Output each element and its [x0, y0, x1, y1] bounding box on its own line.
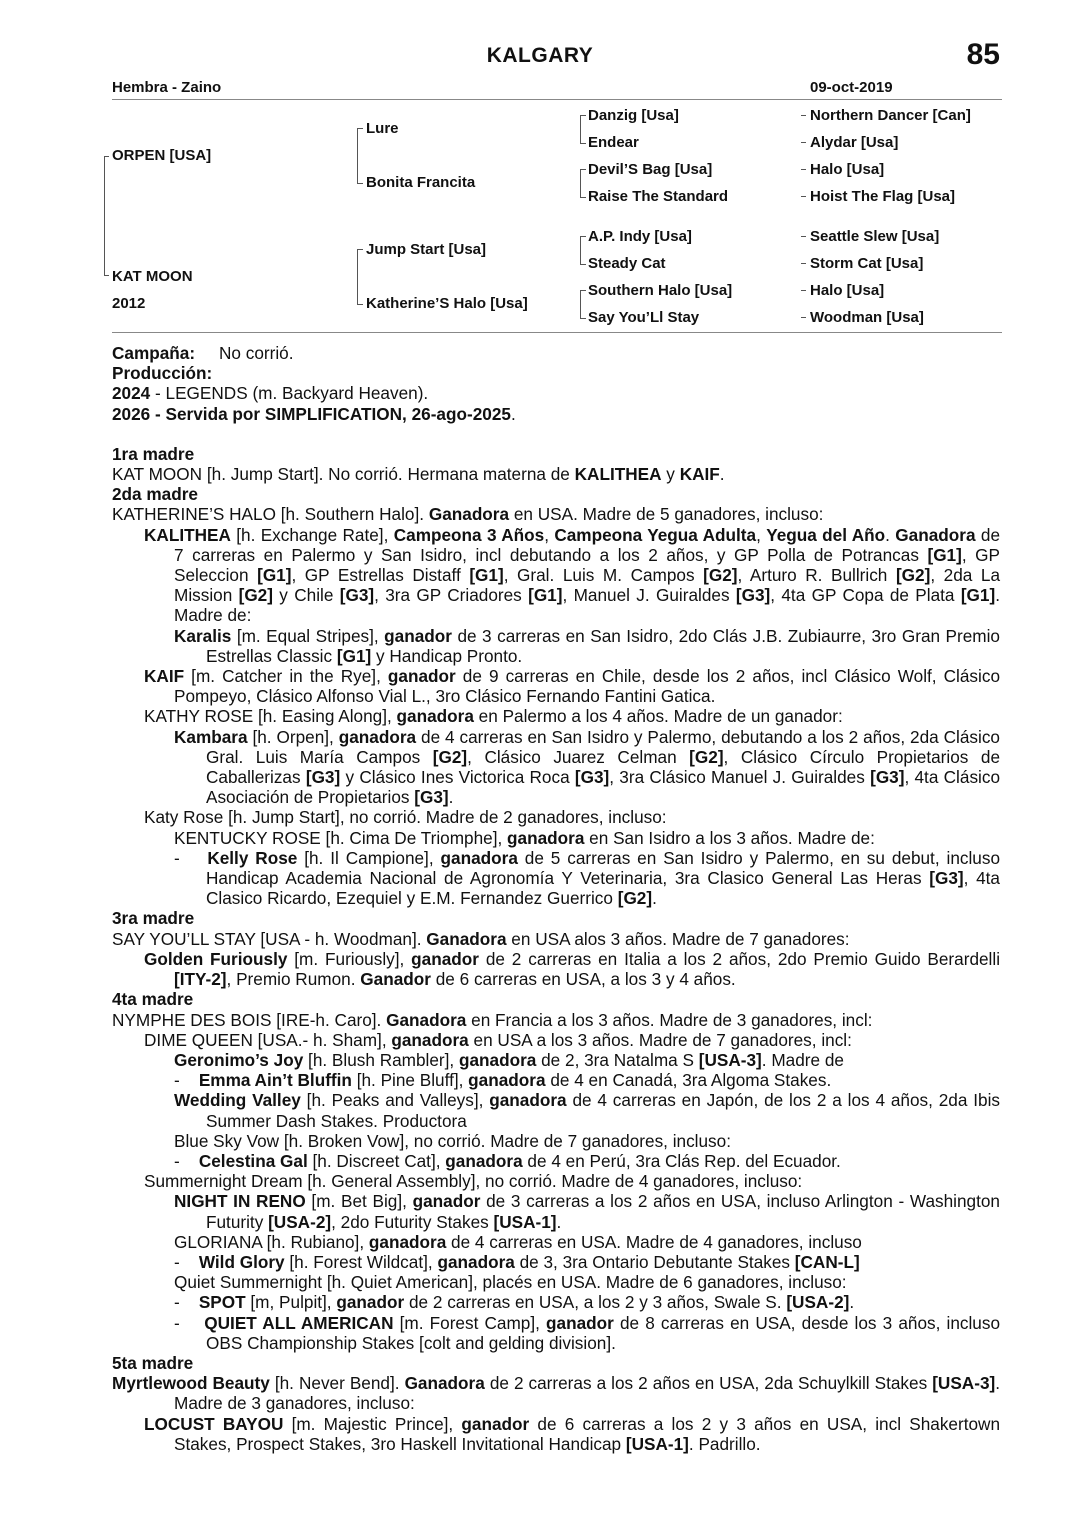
text-run: y — [661, 464, 680, 485]
offspring-entry — [112, 1313, 1000, 1353]
sex-color: Hembra - Zaino — [112, 79, 222, 96]
text-run: , 2da La Mission — [174, 565, 1001, 606]
bold-text-run: [G3] — [929, 868, 964, 889]
text-run: [m. Furiously], — [287, 948, 412, 969]
bold-text-run: ganadora — [396, 706, 474, 727]
bold-text-run: Karalis — [174, 625, 232, 646]
text-run: . Madre de — [761, 1049, 844, 1070]
offspring-entry — [112, 1030, 1000, 1050]
gen2-name: Jump Start [Usa] — [366, 241, 487, 258]
offspring-entry — [112, 1414, 1000, 1454]
bold-text-run: ganadora — [507, 827, 585, 848]
bold-text-run: Ganador — [360, 969, 431, 990]
bold-text-run: ganador — [387, 666, 456, 687]
production-year: 2024 — [112, 383, 151, 404]
text-run: - — [174, 1312, 186, 1333]
text-run: y Handicap Pronto. — [371, 645, 523, 666]
bold-text-run: [USA-1] — [625, 1433, 689, 1454]
text-run: KATHERINE’S HALO [h. Southern Halo]. — [112, 504, 429, 525]
bold-text-run: Yegua del Año — [766, 524, 886, 545]
text-run: de 3 carreras en San Isidro, 2do Clás J.B. Zubiaurre, 3ro Gran Premio Estrellas Classic — [206, 625, 1000, 666]
text-run: de 8 carreras en USA, desde los 3 años, incluso OBS Championship Stakes [colt and gelding division]. — [206, 1312, 1001, 1353]
production-label: Producción: — [112, 363, 213, 384]
production-year: 2026 — [112, 403, 151, 424]
pedigree-bottom-rule — [112, 332, 1002, 333]
bold-text-run: [USA-2] — [268, 1211, 332, 1232]
bold-text-run: ganador — [461, 1413, 530, 1434]
dam-paragraph — [112, 464, 1000, 484]
offspring-entry — [112, 848, 1000, 909]
text-run: [h. Pine Bluff], — [351, 1070, 469, 1091]
gen3-name: Southern Halo [Usa] — [588, 282, 733, 299]
text-run: de 5 carreras en San Isidro y Palermo, en su debut, incluso Handicap Academia Nacional de Agronomía Y Veterinaria, 3ra Clasico General Las Heras — [206, 847, 1001, 889]
pedigree-dash — [801, 142, 806, 143]
bold-text-run: KALITHEA — [574, 464, 662, 485]
offspring-entry — [112, 727, 1000, 808]
bold-text-run: Emma Ain’t Bluffin — [198, 1070, 352, 1091]
bold-text-run: [G1] — [528, 585, 563, 606]
text-run: . — [885, 524, 896, 545]
gen2-name: Katherine’S Halo [Usa] — [366, 295, 528, 312]
text-run: . — [849, 1292, 855, 1313]
bold-text-run: ganador — [546, 1312, 614, 1333]
bold-text-run: ganador — [336, 1292, 405, 1313]
text-run: de 4 carreras en USA. Madre de 4 ganadores, incluso — [446, 1231, 862, 1252]
gen4-name: Halo [Usa] — [810, 161, 885, 178]
dam-paragraph — [112, 504, 1000, 524]
campaign-line — [112, 343, 1000, 363]
bold-text-run: Campeona Yegua Adulta — [554, 524, 757, 545]
gen4-name: Halo [Usa] — [810, 282, 885, 299]
gen3-name: Raise The Standard — [588, 188, 729, 205]
pedigree-dash — [801, 317, 806, 318]
offspring-entry — [112, 1292, 1000, 1312]
bold-text-run: [USA-1] — [493, 1211, 557, 1232]
text-run: , Arturo R. Bullrich — [737, 565, 896, 586]
text-run: [m, Pulpit], — [245, 1292, 337, 1313]
text-run: de 4 carreras en San Isidro y Palermo, debutando a los 2 años, 2da Clásico Gral. Luis María Campos — [206, 726, 1000, 767]
bold-text-run: [G2] — [689, 746, 724, 767]
section-heading: 1ra madre — [112, 443, 195, 464]
bold-text-run: [USA-3] — [932, 1373, 996, 1394]
bold-text-run: KAIF — [679, 464, 720, 485]
bold-text-run: Ganadora — [895, 524, 976, 545]
text-run: , Premio Rumon. — [226, 969, 361, 990]
text-run: DIME QUEEN [USA.- h. Sham], — [144, 1029, 392, 1050]
text-run: . Padrillo. — [688, 1433, 761, 1454]
sire-name: ORPEN [USA] — [112, 147, 212, 164]
bold-text-run: Celestina Gal — [198, 1150, 308, 1171]
text-run: de 2 carreras a los 2 años en USA, 2da Schuylkill Stakes — [484, 1373, 933, 1394]
offspring-entry — [112, 1232, 1000, 1252]
dam-paragraph — [112, 929, 1000, 949]
offspring-entry — [112, 1070, 1000, 1090]
production-text: - LEGENDS (m. Backyard Heaven). — [150, 383, 429, 404]
bold-text-run: NIGHT IN RENO — [174, 1191, 306, 1212]
text-run: , Manuel J. Guiraldes — [562, 585, 736, 606]
gen4-name: Woodman [Usa] — [810, 309, 924, 326]
bold-text-run: [G1] — [469, 565, 504, 586]
pedigree-bracket — [580, 115, 586, 144]
dam-paragraph — [112, 1010, 1000, 1030]
offspring-entry — [112, 1191, 1000, 1231]
bold-text-run: ganadora — [437, 1251, 515, 1272]
bold-text-run: [G2] — [895, 565, 931, 586]
text-run: de 2, 3ra Natalma S — [536, 1049, 699, 1070]
text-run: [h. Blush Rambler], — [303, 1049, 459, 1070]
text-run: , 3ra GP Criadores — [374, 585, 529, 606]
bold-text-run: [G1] — [927, 544, 962, 565]
bold-text-run: Wedding Valley — [174, 1090, 301, 1111]
text-run: [m. Majestic Prince], — [283, 1413, 462, 1434]
text-run: NYMPHE DES BOIS [IRE-h. Caro]. — [112, 1009, 387, 1030]
dam-year: 2012 — [112, 295, 146, 312]
text-run: [h. Forest Wildcat], — [284, 1251, 438, 1272]
text-run: , 3ra Clásico Manuel J. Guiraldes — [609, 767, 871, 788]
bold-text-run: ganador — [412, 1191, 481, 1212]
text-run: [m. Bet Big], — [305, 1191, 413, 1212]
gen4-name: Alydar [Usa] — [810, 134, 899, 151]
offspring-entry: Summernight Dream [h. General Assembly], no corrió. Madre de 4 ganadores, incluso: — [144, 1171, 803, 1192]
bold-text-run: ganadora — [391, 1029, 469, 1050]
offspring-entry: Blue Sky Vow [h. Broken Vow], no corrió. Madre de 7 ganadores, incluso: — [174, 1130, 731, 1151]
bold-text-run: Campeona 3 Años — [393, 524, 545, 545]
bold-text-run: [USA-2] — [786, 1292, 850, 1313]
text-run: de 3 carreras a los 2 años en USA, incluso Arlington - Washington Futurity — [206, 1191, 1000, 1232]
text-run: [h. Il Campione], — [297, 847, 441, 868]
dam-name: KAT MOON — [112, 268, 193, 285]
bold-text-run: ganador — [384, 625, 452, 646]
text-run: [m. Equal Stripes], — [231, 625, 385, 646]
bold-text-run: Golden Furiously — [144, 948, 288, 969]
text-run: de 6 carreras a los 2 y 3 años en USA, incl Shakertown Stakes, Prospect Stakes, 3ro Haskell Invitational Handicap — [174, 1413, 1001, 1454]
gen4-name: Northern Dancer [Can] — [810, 107, 971, 124]
bold-text-run: [USA-3] — [698, 1049, 762, 1070]
pedigree-dash — [801, 169, 806, 170]
bold-text-run: LOCUST BAYOU — [144, 1413, 284, 1434]
horse-name-title: KALGARY — [486, 44, 594, 67]
bold-text-run: ganadora — [458, 1049, 537, 1070]
bold-text-run: Kambara — [174, 726, 248, 747]
text-run: [m. Forest Camp], — [393, 1312, 547, 1333]
text-run: . Madre de: — [174, 585, 1000, 626]
bold-text-run: [G3] — [574, 767, 610, 788]
text-run: , Gral. Luis M. Campos — [503, 565, 704, 586]
bold-text-run: ganadora — [445, 1150, 523, 1171]
offspring-entry — [112, 1050, 1000, 1070]
bold-text-run: ganadora — [489, 1090, 567, 1111]
text-run: y Clásico Ines Victorica Roca — [340, 767, 575, 788]
offspring-entry: Quiet Summernight [h. Quiet American], placés en USA. Madre de 6 ganadores, incluso: — [174, 1272, 847, 1293]
bold-text-run: ganadora — [368, 1231, 447, 1252]
bold-text-run: ganadora — [440, 847, 518, 868]
bold-text-run: QUIET ALL AMERICAN — [204, 1312, 394, 1333]
pedigree-bracket — [580, 169, 586, 198]
offspring-entry — [112, 626, 1000, 666]
bold-text-run: [G2] — [617, 888, 653, 909]
text-run: , GP Estrellas Distaff — [291, 565, 470, 586]
text-run: [h. Peaks and Valleys], — [300, 1090, 490, 1111]
bold-text-run: [G3] — [414, 787, 449, 808]
text-run: de 6 carreras en USA, a los 3 y 4 años. — [430, 969, 736, 990]
campaign-label: Campaña: — [112, 343, 196, 363]
pedigree-dash — [801, 236, 806, 237]
bold-text-run: KALITHEA — [144, 524, 231, 545]
bold-text-run: [G1] — [336, 645, 372, 666]
bold-text-run: Ganadora — [404, 1373, 485, 1394]
text-run: [h. Exchange Rate], — [230, 524, 394, 545]
pedigree-dash — [801, 263, 806, 264]
gen3-name: Devil’S Bag [Usa] — [588, 161, 713, 178]
gen2-name: Bonita Francita — [366, 174, 476, 191]
text-run: KATHY ROSE [h. Easing Along], — [144, 706, 397, 727]
bold-text-run: ganadora — [468, 1070, 546, 1091]
production-text: . — [510, 403, 516, 424]
bold-text-run: [CAN-L] — [794, 1251, 860, 1272]
text-run: [h. Discreet Cat], — [307, 1150, 446, 1171]
dam-paragraph — [112, 1373, 1000, 1413]
bold-text-run: Ganadora — [386, 1009, 467, 1030]
pedigree-dash — [801, 290, 806, 291]
text-run: - — [174, 1292, 185, 1313]
section-heading: 3ra madre — [112, 908, 195, 929]
text-run: . — [652, 888, 657, 909]
text-run: , — [756, 524, 767, 545]
bold-text-run: Ganadora — [428, 504, 510, 525]
bold-text-run: [G3] — [870, 767, 905, 788]
bold-text-run: [G2] — [238, 585, 273, 606]
text-run: - — [174, 847, 187, 868]
offspring-entry: Katy Rose [h. Jump Start], no corrió. Madre de 2 ganadores, incluso: — [144, 807, 667, 828]
text-run: SAY YOU’LL STAY [USA - h. Woodman]. — [112, 928, 427, 949]
gen3-name: A.P. Indy [Usa] — [588, 228, 692, 245]
text-run: en USA. Madre de 5 ganadores, incluso: — [509, 504, 824, 525]
offspring-entry — [112, 828, 1000, 848]
text-run: en USA a los 3 años. Madre de 7 ganadores, incl: — [468, 1029, 852, 1050]
text-run: en Francia a los 3 años. Madre de 3 ganadores, incl: — [466, 1009, 873, 1030]
bold-text-run: SPOT — [198, 1292, 246, 1313]
text-run: , 4ta Clasico Ricardo, Ezequiel y E.M. Fernandez Guerrico — [206, 868, 1000, 909]
gen4-name: Storm Cat [Usa] — [810, 255, 924, 272]
text-run: de 4 carreras en Japón, de los 2 a los 4 años, 2da Ibis Summer Dash Stakes. Productora — [206, 1090, 1000, 1131]
text-run: , 4ta GP Copa de Plata — [770, 585, 961, 606]
bold-text-run: [G3] — [339, 585, 375, 606]
offspring-entry — [112, 666, 1000, 706]
page-number: 85 — [966, 38, 1000, 71]
bold-text-run: [G2] — [703, 565, 738, 586]
text-run: de 2 carreras en USA, a los 2 y 3 años, Swale S. — [404, 1292, 787, 1313]
bold-text-run: [G3] — [305, 767, 341, 788]
bold-text-run: [G1] — [257, 565, 292, 586]
text-run: [h. Orpen], — [247, 726, 339, 747]
text-run: , GP Seleccion — [174, 544, 1000, 586]
offspring-entry — [112, 1151, 1000, 1171]
bold-text-run: ganadora — [338, 726, 417, 747]
text-run: en San Isidro a los 3 años. Madre de: — [584, 827, 875, 848]
bold-text-run: [G2] — [432, 746, 468, 767]
text-run: de 4 en Canadá, 3ra Algoma Stakes. — [545, 1070, 832, 1091]
bold-text-run: ganador — [411, 948, 479, 969]
text-run: KAT MOON [h. Jump Start]. No corrió. Hermana materna de — [112, 464, 575, 485]
text-run: , Clásico Círculo Propietarios de Caballerizas — [206, 746, 1001, 788]
gen3-name: Endear — [588, 134, 639, 151]
birth-date: 09-oct-2019 — [810, 79, 893, 96]
section-heading: 2da madre — [112, 484, 198, 505]
text-run: de 2 carreras en Italia a los 2 años, 2do Premio Guido Berardelli — [478, 948, 1001, 969]
bold-text-run: Kelly Rose — [207, 847, 298, 868]
offspring-entry — [112, 949, 1000, 989]
gen4-name: Hoist The Flag [Usa] — [810, 188, 956, 205]
bold-text-run: Myrtlewood Beauty — [112, 1373, 270, 1394]
text-run: . — [719, 464, 725, 485]
offspring-entry — [112, 525, 1000, 626]
bold-text-run: Wild Glory — [198, 1251, 285, 1272]
text-run: en Palermo a los 4 años. Madre de un ganador: — [473, 706, 843, 727]
text-run: . Madre de 3 ganadores, incluso: — [174, 1373, 1001, 1414]
gen2-name: Lure — [366, 120, 399, 137]
text-run: [h. Never Bend]. — [269, 1373, 405, 1394]
text-run: de 4 en Perú, 3ra Clás Rep. del Ecuador. — [522, 1150, 841, 1171]
text-run: en USA alos 3 años. Madre de 7 ganadores: — [506, 928, 850, 949]
bold-text-run: [G1] — [960, 585, 996, 606]
text-run: de 7 carreras en Palermo y San Isidro, incl debutando a los 2 años, y GP Polla de Potrancas — [174, 524, 1001, 565]
text-run: , Clásico Juarez Celman — [467, 746, 690, 767]
text-run: - — [174, 1150, 185, 1171]
text-run: . — [448, 787, 454, 808]
bold-text-run: KAIF — [144, 666, 185, 687]
bold-text-run: Geronimo’s Joy — [174, 1049, 304, 1070]
gen3-name: Say You’Ll Stay — [588, 309, 700, 326]
text-run: [m. Catcher in the Rye], — [184, 666, 388, 687]
section-heading: 4ta madre — [112, 989, 194, 1010]
text-run: , 4ta Clásico Asociación de Propietarios — [206, 767, 1001, 808]
text-run: de 9 carreras en Chile, desde los 2 años, incl Clásico Wolf, Clásico Pompeyo, Clásico Alfonso Vial L., 3ro Clásico Fernando Fantini Gatica. — [174, 666, 1000, 707]
pedigree-bracket — [580, 290, 586, 319]
text-run: - — [174, 1070, 185, 1091]
bold-text-run: [G3] — [735, 585, 771, 606]
offspring-entry — [112, 1252, 1000, 1272]
bold-text-run: [ITY-2] — [174, 969, 227, 990]
offspring-entry — [112, 706, 1000, 726]
text-run: y Chile — [272, 585, 340, 606]
campaign-value: No corrió. — [218, 343, 294, 363]
production-item — [112, 383, 1000, 403]
family-notes — [112, 343, 1000, 1454]
production-text: - Servida por SIMPLIFICATION, 26-ago-2025 — [150, 403, 511, 424]
text-run: - — [174, 1251, 185, 1272]
gen3-name: Danzig [Usa] — [588, 107, 679, 124]
text-run: . — [556, 1211, 562, 1232]
production-item — [112, 404, 1000, 424]
gen4-name: Seattle Slew [Usa] — [810, 228, 940, 245]
text-run: de 3, 3ra Ontario Debutante Stakes — [514, 1251, 795, 1272]
pedigree-bracket — [104, 156, 109, 276]
text-run: , 2do Futurity Stakes — [331, 1211, 494, 1232]
pedigree-bracket — [357, 128, 363, 184]
pedigree-dash — [801, 196, 806, 197]
text-run: GLORIANA [h. Rubiano], — [174, 1231, 369, 1252]
section-heading: 5ta madre — [112, 1352, 194, 1373]
pedigree-bracket — [357, 249, 363, 305]
text-run: , — [544, 524, 555, 545]
pedigree-dash — [801, 115, 806, 116]
text-run: KENTUCKY ROSE [h. Cima De Triomphe], — [174, 827, 508, 848]
gen3-name: Steady Cat — [588, 255, 666, 272]
pedigree-bracket — [580, 236, 586, 265]
bold-text-run: Ganadora — [426, 928, 507, 949]
offspring-entry — [112, 1090, 1000, 1130]
top-rule — [112, 99, 1002, 100]
